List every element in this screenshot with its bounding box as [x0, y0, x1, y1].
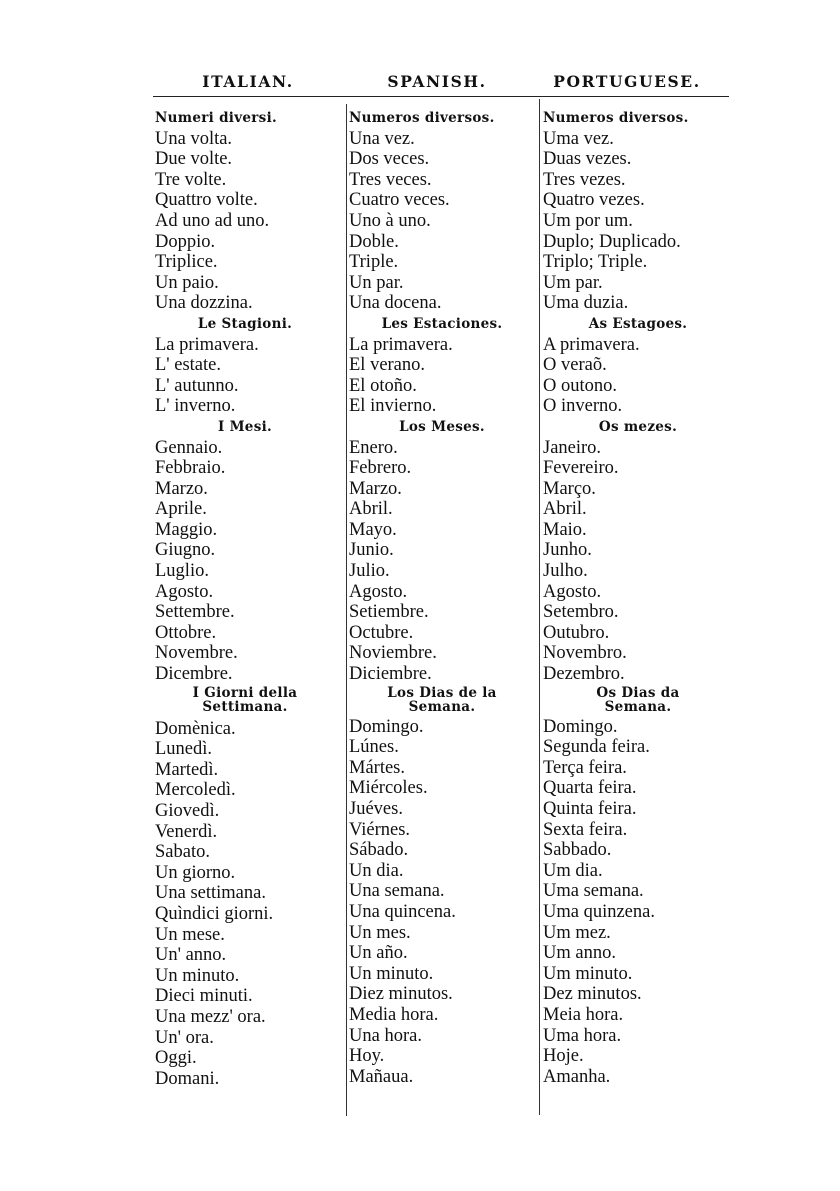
word-entry: Noviembre. — [349, 643, 437, 664]
word-entry: Tres veces. — [349, 169, 432, 190]
word-entry: Quinta feira. — [543, 799, 637, 819]
section-heading: Os mezes. — [598, 418, 678, 435]
word-entry: Viérnes. — [349, 819, 411, 840]
word-entry: Amanha. — [543, 1066, 611, 1087]
word-entry: El otoño. — [349, 375, 417, 396]
word-entry: Triplo; Triple. — [543, 252, 648, 273]
word-entry: Due volte. — [155, 149, 233, 170]
word-entry: A primavera. — [543, 334, 640, 355]
header-rule — [153, 96, 729, 97]
section-heading-line: I Giorni della — [192, 684, 298, 701]
word-entry: Janeiro. — [543, 437, 602, 458]
word-entry: Diciembre. — [349, 664, 432, 685]
word-entry: Julho. — [543, 561, 588, 582]
word-entry: Martedì. — [155, 759, 219, 780]
word-entry: Outubro. — [543, 622, 610, 643]
word-entry: Febbraio. — [155, 458, 226, 479]
section-heading — [349, 685, 535, 717]
word-entry: Una settimana. — [155, 883, 266, 904]
portuguese-column — [543, 108, 733, 1087]
word-entry: Settembre. — [155, 602, 235, 623]
word-entry: Un minuto. — [349, 963, 434, 984]
word-entry: Doble. — [349, 231, 399, 252]
word-entry: Tres vezes. — [543, 169, 626, 190]
word-entry: Março. — [543, 478, 596, 499]
word-entry: Giovedì. — [155, 801, 220, 821]
word-entry: Meia hora. — [543, 1004, 624, 1025]
word-entry: Un dia. — [349, 860, 404, 881]
section-heading — [543, 685, 733, 717]
section-heading-line: Settimana. — [202, 699, 288, 716]
word-entry: Dezembro. — [543, 664, 625, 685]
word-entry: Junio. — [349, 540, 394, 561]
word-entry: Un' anno. — [155, 945, 227, 966]
word-entry: O veraõ. — [543, 355, 607, 376]
word-entry: Novembro. — [543, 643, 627, 664]
word-entry: Un año. — [349, 943, 408, 964]
word-entry: Junho. — [543, 540, 592, 561]
header-italian: ITALIAN. — [202, 72, 294, 91]
word-entry: Abril. — [543, 499, 587, 520]
word-entry: Domènica. — [155, 718, 236, 739]
word-entry: Un giorno. — [155, 862, 236, 883]
word-entry: Una volta. — [155, 128, 233, 149]
word-entry: Giugno. — [155, 540, 216, 561]
spanish-column — [349, 108, 535, 1087]
column-divider-right — [539, 99, 540, 1115]
word-entry: Cuatro veces. — [349, 190, 450, 211]
word-entry: Lunedì. — [155, 739, 213, 760]
word-entry: Domani. — [155, 1068, 220, 1089]
section-heading: As Estagoes. — [588, 315, 688, 332]
word-entry: Abril. — [349, 499, 393, 520]
word-entry: Hoy. — [349, 1046, 385, 1067]
section-heading: Numeri diversi. — [155, 110, 278, 126]
word-entry: Tre volte. — [155, 169, 227, 190]
word-entry: Una hora. — [349, 1025, 422, 1046]
word-entry: Sabbado. — [543, 840, 612, 861]
section-heading-line: Semana. — [604, 699, 672, 716]
word-entry: Una dozzina. — [155, 293, 253, 314]
word-entry: Triple. — [349, 252, 399, 273]
word-entry: Media hora. — [349, 1004, 439, 1025]
word-entry: Um par. — [543, 272, 603, 293]
word-entry: Triplice. — [155, 252, 218, 273]
word-entry: O inverno. — [543, 396, 623, 417]
word-entry: Quìndici giorni. — [155, 903, 274, 924]
section-heading-line: Os Dias da — [596, 684, 680, 701]
word-entry: Um por um. — [543, 210, 633, 231]
section-heading: Los Meses. — [399, 418, 485, 435]
word-entry: Lúnes. — [349, 737, 399, 758]
word-entry: L' inverno. — [155, 396, 236, 417]
word-entry: Un par. — [349, 272, 404, 293]
word-entry: Dieci minuti. — [155, 986, 253, 1007]
word-entry: Novembre. — [155, 643, 238, 664]
word-entry: L' autunno. — [155, 375, 239, 396]
word-entry: Terça feira. — [543, 757, 627, 778]
word-entry: Ottobre. — [155, 622, 217, 643]
word-entry: Una docena. — [349, 293, 442, 314]
word-entry: Maio. — [543, 519, 587, 540]
header-portuguese: PORTUGUESE. — [553, 72, 701, 91]
word-entry: Febrero. — [349, 458, 412, 479]
word-entry: Segunda feira. — [543, 737, 650, 758]
word-entry: Domingo. — [349, 716, 424, 737]
word-entry: Mártes. — [349, 757, 405, 778]
word-entry: La primavera. — [155, 334, 259, 355]
word-entry: Quarta feira. — [543, 778, 637, 799]
word-entry: Duplo; Duplicado. — [543, 231, 681, 252]
word-entry: Venerdì. — [155, 821, 218, 842]
word-entry: El invierno. — [349, 396, 437, 417]
word-entry: Uma quinzena. — [543, 901, 655, 922]
word-entry: Diez minutos. — [349, 984, 453, 1005]
word-entry: Setembro. — [543, 602, 619, 623]
word-entry: Julio. — [349, 561, 390, 582]
word-entry: Ad uno ad uno. — [155, 210, 270, 231]
word-entry: Miércoles. — [349, 778, 428, 799]
word-entry: Quatro vezes. — [543, 190, 645, 211]
word-entry: Hoje. — [543, 1046, 584, 1067]
word-entry: Sabato. — [155, 842, 210, 863]
word-entry: Una mezz' ora. — [155, 1006, 266, 1027]
word-entry: Un' ora. — [155, 1027, 214, 1048]
word-entry: Marzo. — [155, 478, 208, 499]
section-heading-line: Semana. — [408, 699, 476, 716]
word-entry: Aprile. — [155, 499, 207, 520]
section-heading: Les Estaciones. — [381, 315, 503, 332]
word-entry: Uma semana. — [543, 881, 644, 902]
word-entry: Una semana. — [349, 881, 445, 902]
word-entry: Mayo. — [349, 519, 397, 540]
word-entry: Quattro volte. — [155, 190, 258, 211]
word-entry: Luglio. — [155, 561, 209, 582]
word-entry: La primavera. — [349, 334, 453, 355]
word-entry: Setiembre. — [349, 602, 429, 623]
word-entry: Una quincena. — [349, 901, 456, 922]
word-entry: Un paio. — [155, 272, 219, 293]
word-entry: Mañaua. — [349, 1066, 414, 1087]
word-entry: El verano. — [349, 355, 426, 376]
word-entry: Un mes. — [349, 922, 411, 943]
word-entry: Una vez. — [349, 128, 415, 149]
word-entry: Agosto. — [155, 581, 214, 602]
word-entry: Fevereiro. — [543, 458, 619, 479]
word-entry: Duas vezes. — [543, 149, 632, 170]
word-entry: Dicembre. — [155, 664, 233, 685]
word-entry: L' estate. — [155, 355, 221, 376]
word-entry: Dos veces. — [349, 149, 430, 170]
word-entry: Un mese. — [155, 924, 225, 945]
word-entry: Mercoledì. — [155, 780, 236, 801]
header-spanish: SPANISH. — [387, 72, 487, 91]
section-heading-line: Los Dias de la — [387, 684, 497, 701]
word-entry: Um minuto. — [543, 963, 633, 984]
section-heading: I Mesi. — [217, 418, 273, 435]
section-heading: Le Stagioni. — [197, 315, 293, 332]
word-entry: Sexta feira. — [543, 819, 628, 840]
word-entry: Octubre. — [349, 622, 414, 643]
word-entry: Gennaio. — [155, 437, 223, 458]
word-entry: Dez minutos. — [543, 984, 642, 1005]
word-entry: Um dia. — [543, 860, 603, 881]
italian-column — [155, 108, 335, 1089]
word-entry: Maggio. — [155, 519, 218, 540]
section-heading — [155, 685, 335, 719]
word-entry: Oggi. — [155, 1048, 197, 1069]
word-entry: Domingo. — [543, 716, 618, 737]
word-entry: Doppio. — [155, 231, 216, 252]
word-entry: O outono. — [543, 375, 617, 396]
column-divider-left — [346, 104, 347, 1116]
word-entry: Uno à uno. — [349, 210, 431, 231]
word-entry: Enero. — [349, 437, 398, 458]
word-entry: Um anno. — [543, 943, 616, 964]
word-entry: Agosto. — [543, 581, 602, 602]
word-entry: Marzo. — [349, 478, 402, 499]
word-entry: Juéves. — [349, 799, 403, 819]
word-entry: Uma hora. — [543, 1025, 622, 1046]
word-entry: Uma duzia. — [543, 293, 629, 314]
word-entry: Uma vez. — [543, 128, 614, 149]
word-entry: Sábado. — [349, 840, 409, 861]
section-heading: Numeros diversos. — [349, 110, 495, 126]
word-entry: Un minuto. — [155, 965, 240, 986]
section-heading: Numeros diversos. — [543, 110, 689, 126]
word-entry: Agosto. — [349, 581, 408, 602]
word-entry: Um mez. — [543, 922, 611, 943]
